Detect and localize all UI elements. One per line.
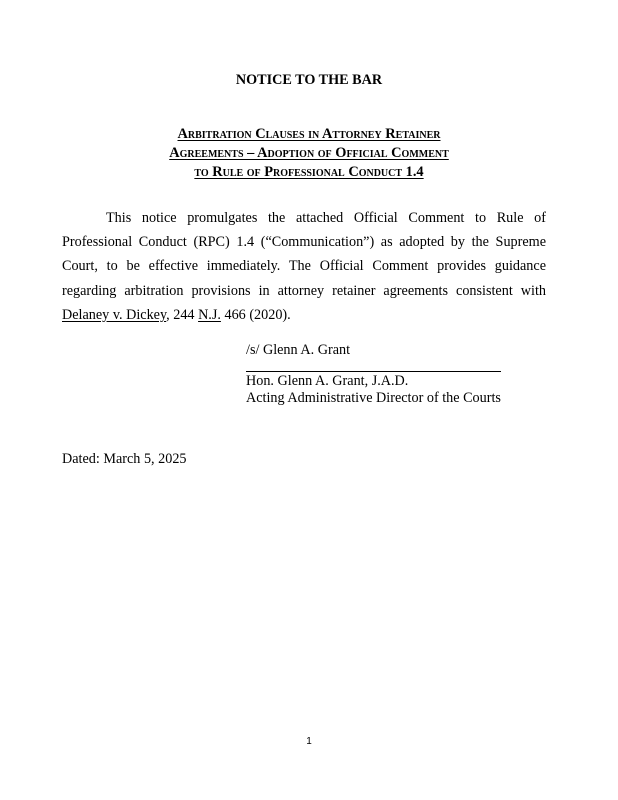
body-paragraph: [62, 206, 546, 327]
citation-rest: 466 (2020).: [220, 306, 291, 323]
case-name: Delaney v. Dickey: [62, 306, 167, 323]
citation-volume: , 244: [166, 306, 199, 323]
document-title: [100, 125, 518, 182]
signature-line: [246, 371, 501, 372]
title-line-1: Arbitration Clauses in Attorney Retainer: [177, 126, 441, 142]
signatory-title: Acting Administrative Director of the Courts: [246, 390, 501, 406]
signatory-name: Hon. Glenn A. Grant, J.A.D.: [246, 373, 409, 389]
notice-heading: NOTICE TO THE BAR: [235, 72, 383, 88]
body-text: This notice promulgates the attached Official Comment to Rule of Professional Conduct (RPC) 1.4 (“Communication”) as adopted by the Supreme Court, to be effective immediately. The Official Comment provides guidance regarding arbitration provisions in attorney retainer agreements consistent with: [62, 210, 546, 299]
title-line-3: to Rule of Professional Conduct 1.4: [194, 164, 424, 180]
signatory-block: [246, 373, 501, 407]
page-number: 1: [306, 736, 312, 747]
reporter-abbrev: N.J.: [198, 306, 221, 323]
electronic-signature: /s/ Glenn A. Grant: [246, 342, 351, 358]
title-line-2: Agreements – Adoption of Official Comment: [169, 145, 449, 161]
dated-line: Dated: March 5, 2025: [62, 451, 187, 467]
